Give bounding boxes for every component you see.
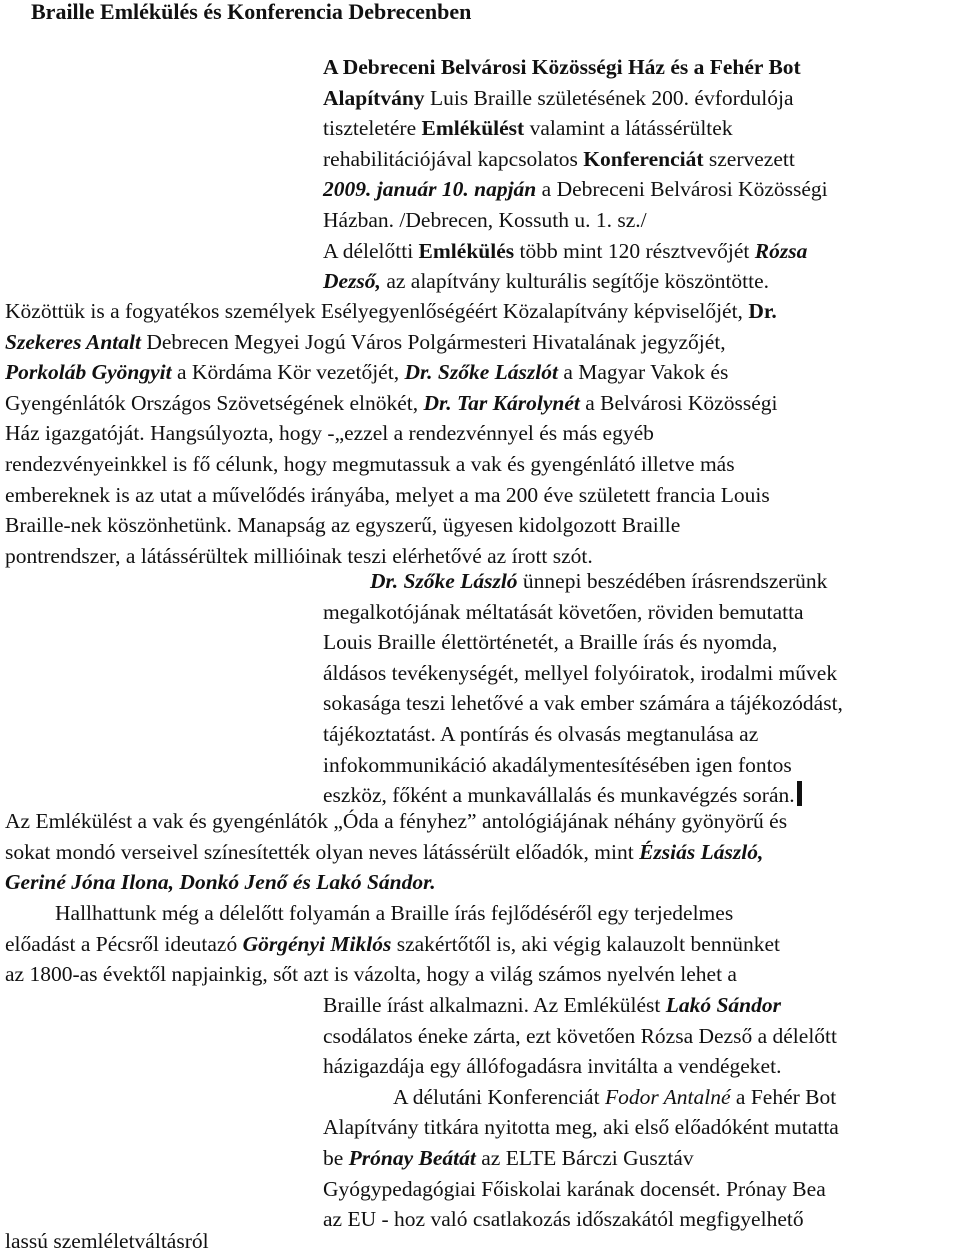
text-line: Házban. /Debrecen, Kossuth u. 1. sz./ [323,207,647,232]
text-line: előadást a Pécsről ideutazó Görgényi Miklós szakértőtől is, aki végig kalauzolt bennünket [5,931,781,956]
text-line: áldásos tevékenységét, mellyel folyóiratok, irodalmi művek [323,660,838,685]
guests-paragraph [5,296,777,571]
text-line: Louis Braille élettörténetét, a Braille írás és nyomda, [323,630,778,655]
closing-paragraph [323,990,839,1235]
text-line: sokasága teszi lehetővé a vak ember számára a tájékozódást, [323,691,843,716]
text-line: embereknek is az utat a művelődés irányába, melyet a ma 200 éve született francia Louis [5,482,770,507]
poem-paragraph [5,806,787,898]
text-line: Gyengénlátók Országos Szövetségének elnökét, Dr. Tar Károlynét a Belvárosi Közösségi [5,390,778,415]
text-line: Porkoláb Gyöngyit a Kördáma Kör vezetőjét, Dr. Szőke Lászlót a Magyar Vakok és [5,360,729,385]
text-line: Közöttük is a fogyatékos személyek Esélyegyenlőségéért Közalapítvány képviselőjét, Dr. [5,299,777,323]
trailing-line [5,1226,209,1257]
text-line: A délelőtti Emlékülés több mint 120 résztvevőjét Rózsa [323,238,808,263]
text-line: rehabilitációjával kapcsolatos Konferenciát szervezett [323,146,795,171]
text-line: A Debreceni Belvárosi Közösségi Ház és a Fehér Bot [323,55,801,79]
text-line: megalkotójának méltatását követően, röviden bemutatta [323,599,804,624]
text-line: csodálatos éneke zárta, ezt követően Rózsa Dezső a délelőtt [323,1023,837,1048]
text-line: eszköz, főként a munkavállalás és munkavégzés során. [323,780,843,811]
text-line: az 1800-as évektől napjainkig, sőt azt is vázolta, hogy a világ számos nyelvén lehet a [5,962,737,987]
text-line: az EU - hoz való csatlakozás időszakától megfigyelhető [323,1207,804,1232]
text-line: be Prónay Beátát az ELTE Bárczi Gusztáv [323,1145,694,1170]
text-line: A délutáni Konferenciát Fodor Antalné a Fehér Bot [393,1084,837,1109]
text-line: Braille írást alkalmazni. Az Emlékülést Lakó Sándor [323,993,781,1017]
text-line: 2009. január 10. napján a Debreceni Belvárosi Közösségi [323,177,828,202]
page-title: Braille Emlékülés és Konferencia Debrecenben [31,0,472,24]
text-line: pontrendszer, a látássérültek millióinak teszi elérhetővé az írott szót. [5,543,593,568]
text-line: Szekeres Antalt Debrecen Megyei Jogú Város Polgármesteri Hivatalának jegyzőjét, [5,329,726,354]
text-line: Gyógypedagógiai Főiskolai karának docensét. Prónay Bea [323,1176,826,1201]
intro-paragraph [323,52,828,297]
text-line: tájékoztatást. A pontírás és olvasás megtanulása az [323,721,759,746]
text-line: Alapítvány Luis Braille születésének 200. évfordulója [323,85,794,110]
speech-paragraph [323,566,843,811]
text-line: Geriné Jóna Ilona, Donkó Jenő és Lakó Sándor. [5,870,436,895]
lecture-paragraph [5,898,780,990]
text-line: infokommunikáció akadálymentesítésében igen fontos [323,752,792,777]
text-line: házigazdája egy állófogadásra invitálta a vendégeket. [323,1054,782,1079]
text-line: lassú szemléletváltásról [5,1229,209,1253]
text-line: Braille-nek köszönhetünk. Manapság az egyszerű, ügyesen kidolgozott Braille [5,513,681,538]
text-line: tiszteletére Emlékülést valamint a látássérültek [323,116,733,141]
text-line: sokat mondó verseivel színesítették olyan neves látássérült előadók, mint Ézsiás László, [5,839,764,864]
text-line: Dr. Szőke László ünnepi beszédében írásrendszerünk [370,569,828,593]
text-cursor [797,781,802,806]
text-line: Hallhattunk még a délelőtt folyamán a Braille írás fejlődéséről egy terjedelmes [55,901,734,925]
text-line: Dezső, az alapítvány kulturális segítője köszöntötte. [323,269,770,294]
text-line: Ház igazgatóját. Hangsúlyozta, hogy -„ezzel a rendezvénnyel és más egyéb [5,421,654,446]
text-line: Az Emlékülést a vak és gyengénlátók „Óda a fényhez” antológiájának néhány gyönyörű és [5,809,788,833]
text-line: Alapítvány titkára nyitotta meg, aki első előadóként mutatta [323,1115,839,1140]
text-line: rendezvényeinkkel is fő célunk, hogy megmutassuk a vak és gyengénlátó illetve más [5,451,735,476]
